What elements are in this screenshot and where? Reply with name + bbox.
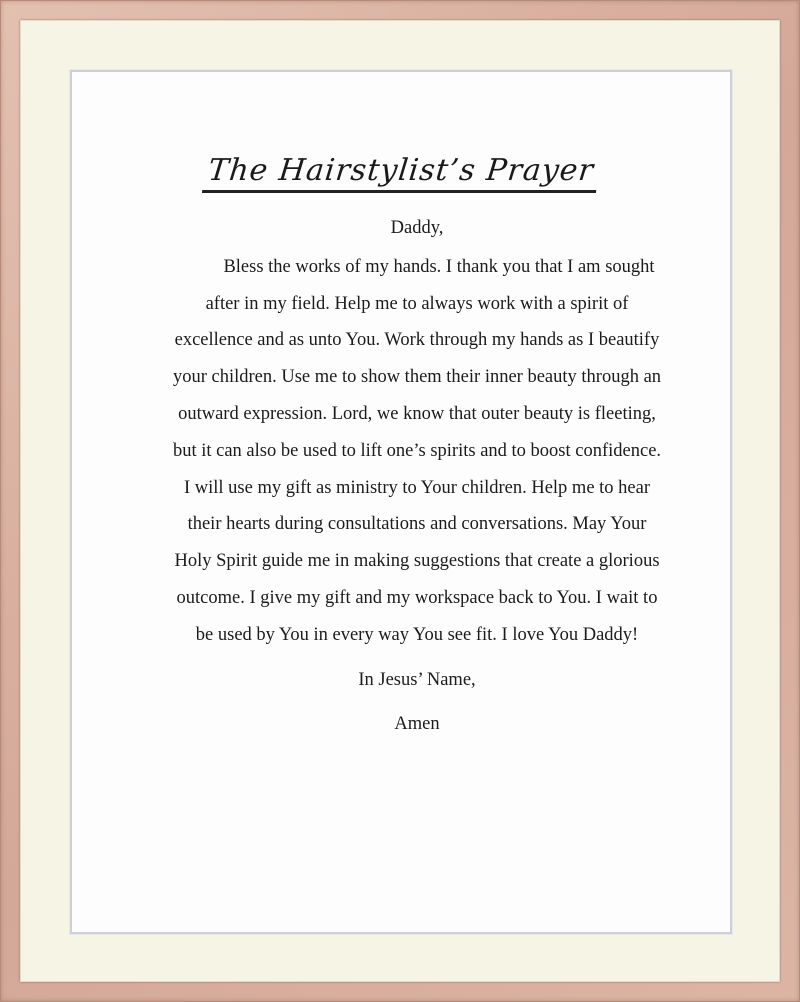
amen-line: Amen xyxy=(394,714,440,735)
prayer-title: The Hairstylist’s Prayer xyxy=(202,154,600,193)
prayer-paragraph: Bless the works of my hands. I thank you that I am sought after in my field. Help me to always work with a spirit of excellence and as unto You. Work through my hands as I beautify your children. Use me to show them their inner beauty through an outward expression. Lord, we know that outer beauty is fleeting, but it can also be used to lift one’s spirits and to boost confidence. I will use my gift as ministry to Your children. Help me to hear their hearts during consultations and conversations. May Your Holy Spirit guide me in making suggestions that create a glorious outcome. I give my gift and my workspace back to You. I wait to be used by You in every way You see fit. I love You Daddy! xyxy=(172,256,662,645)
prayer-paper xyxy=(70,70,732,934)
title-wrapper xyxy=(72,154,730,193)
closing-line: In Jesus’ Name, xyxy=(358,669,476,690)
prayer-body xyxy=(172,210,662,743)
frame-mat xyxy=(20,20,780,982)
salutation: Daddy, xyxy=(390,218,444,238)
